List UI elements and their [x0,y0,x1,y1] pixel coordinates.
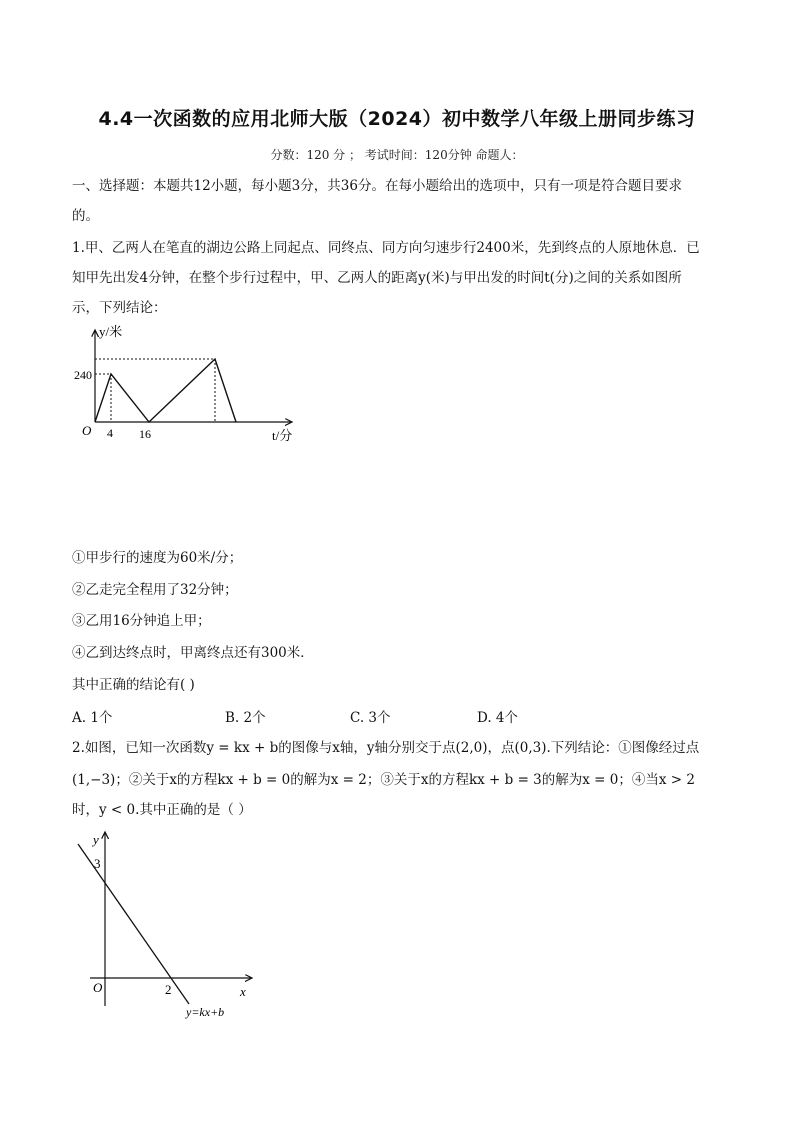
q1-text-line-2: 知甲先出发4分钟，在整个步行过程中，甲、乙两人的距离y(米)与甲出发的时间t(分)之间的关系如图所 [72,270,682,286]
q1-text-line-3: 示，下列结论： [72,300,167,316]
q2-text-line-2: (1,−3)；②关于x的方程kx + b = 0的解为x = 2；③关于x的方程kx + b = 3的解为x = 0；④当x > 2 [72,772,695,788]
q2-x-axis-label: x [240,984,246,999]
q1-statement-1: ①甲步行的速度为60米/分； [72,550,243,566]
q2-origin-label: O [93,980,103,995]
q2-y-axis-label: y [93,832,99,847]
page-title: 4.4一次函数的应用北师大版（2024）初中数学八年级上册同步练习 [98,108,696,130]
q1-y-axis-label: y/米 [99,324,123,339]
q2-y-tick-3: 3 [94,856,101,871]
q1-x-axis-label: t/分 [272,428,293,443]
q1-x-tick-4: 4 [107,426,113,440]
q1-distance-time-graph [74,322,314,448]
section-heading-line-1: 一、选择题：本题共12小题，每小题3分，共36分。在每小题给出的选项中，只有一项是符合题目要求 [72,178,682,194]
q1-text-line-1: 1.甲、乙两人在笔直的湖边公路上同起点、同终点、同方向匀速步行2400米，先到终点的人原地休息．已 [72,240,700,256]
q1-y-tick-240: 240 [74,368,92,382]
section-heading-line-2: 的。 [72,208,99,224]
q1-option-b[interactable]: B. 2个 [225,710,266,726]
q1-statement-3: ③乙用16分钟追上甲； [72,613,211,629]
q1-statement-2: ②乙走完全程用了32分钟； [72,582,238,598]
q1-statement-4: ④乙到达终点时，甲离终点还有300米． [72,645,314,661]
q1-option-c[interactable]: C. 3个 [350,710,391,726]
q1-option-a[interactable]: A. 1个 [72,710,113,726]
q2-text-line-1: 2.如图，已知一次函数y = kx + b的图像与x轴，y轴分别交于点(2,0)，点(0,3).下列结论：①图像经过点 [72,740,700,756]
exam-info: 分数：120 分 ； 考试时间：120分钟 命题人： [270,148,524,162]
q2-line-label: y=kx+b [186,1005,225,1019]
q1-origin-label: O [82,423,92,438]
q2-x-tick-2: 2 [165,982,172,997]
q2-linear-function-graph [70,826,270,1026]
q1-x-tick-16: 16 [139,427,151,441]
q1-question: 其中正确的结论有( ) [72,677,195,693]
q2-text-line-3: 时，y < 0.其中正确的是（ ） [72,802,252,818]
q1-option-d[interactable]: D. 4个 [477,710,519,726]
